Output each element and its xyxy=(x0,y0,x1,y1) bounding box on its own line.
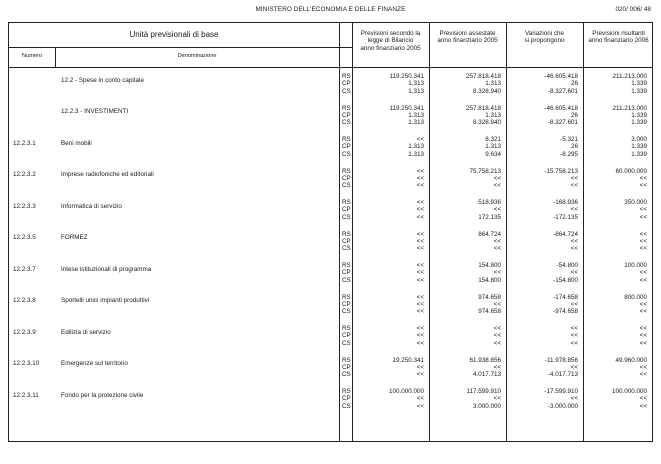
cell-variazioni: 26 xyxy=(570,111,578,119)
cell-prev-bilancio: << xyxy=(416,395,424,403)
cell-variazioni: -4.017.713 xyxy=(547,371,578,379)
cell-prev-bilancio: << xyxy=(416,199,424,206)
cell-variazioni: << xyxy=(570,182,578,190)
row-numero: 12.2.3.10 xyxy=(13,360,40,368)
header-prev-risultanti-line-1: Previsioni risultanti xyxy=(592,30,645,37)
cell-prev-risultanti: 49.960.000 xyxy=(615,356,647,364)
row-numero: 12.2.3.1 xyxy=(13,139,36,147)
cell-prev-risultanti: 211.213.000 xyxy=(612,73,647,80)
cell-prev-assestate: << xyxy=(493,300,501,308)
cell-prev-bilancio: << xyxy=(416,276,424,284)
row-code: CS xyxy=(342,87,351,95)
row-code: CP xyxy=(342,300,351,308)
header-prev-bilancio-line-2: legge di Bilancio xyxy=(367,37,414,45)
cell-prev-bilancio: << xyxy=(416,293,424,301)
cell-prev-bilancio: << xyxy=(416,206,424,214)
cell-prev-assestate: 172.135 xyxy=(478,213,501,221)
cell-prev-risultanti: << xyxy=(639,276,647,284)
page-reference: 020/ 006/ 48 xyxy=(615,6,651,13)
cell-prev-bilancio: 1.313 xyxy=(408,150,424,158)
cell-variazioni: << xyxy=(570,339,578,347)
cell-prev-risultanti: << xyxy=(639,308,647,316)
cell-variazioni: << xyxy=(570,237,578,245)
row-numero: 12.2.3.5 xyxy=(13,234,36,242)
rule-col-3 xyxy=(583,23,584,441)
row-code: CS xyxy=(342,245,351,253)
row-code: CP xyxy=(342,80,351,88)
cell-prev-assestate: 8.321 xyxy=(485,136,501,143)
cell-prev-bilancio: 1.313 xyxy=(408,143,424,151)
row-denominazione: Beni mobili xyxy=(61,139,92,147)
row-denominazione: Sportelli unici impianti produttivi xyxy=(61,297,150,305)
row-code: RS xyxy=(342,293,351,301)
rule-header-bottom xyxy=(9,67,652,68)
cell-prev-risultanti: << xyxy=(639,206,647,214)
cell-prev-bilancio: << xyxy=(416,402,424,410)
cell-prev-risultanti: << xyxy=(639,245,647,253)
cell-variazioni: -168.936 xyxy=(553,199,578,206)
cell-prev-assestate: 257.818.418 xyxy=(465,73,501,80)
cell-prev-risultanti: << xyxy=(639,300,647,308)
row-code: CS xyxy=(342,402,351,410)
cell-prev-risultanti: << xyxy=(639,174,647,182)
cell-variazioni: -8.295 xyxy=(560,150,578,158)
cell-prev-bilancio: << xyxy=(416,174,424,182)
cell-prev-assestate: 974.658 xyxy=(478,293,501,301)
cell-prev-bilancio: 119.250.341 xyxy=(389,73,424,80)
cell-prev-assestate: << xyxy=(493,363,501,371)
row-code: CS xyxy=(342,119,351,127)
cell-prev-bilancio: << xyxy=(416,363,424,371)
cell-variazioni: 26 xyxy=(570,80,578,88)
header-prev-bilancio xyxy=(352,30,429,52)
cell-prev-assestate: 4.017.713 xyxy=(472,371,501,379)
cell-prev-bilancio: << xyxy=(416,245,424,253)
cell-prev-assestate: 8.328.940 xyxy=(472,119,501,127)
header-prev-bilancio-line-1: Previsioni secondo la xyxy=(360,30,421,37)
header-variazioni xyxy=(506,30,583,45)
cell-prev-assestate: 518.936 xyxy=(478,199,501,206)
cell-prev-assestate: 61.938.856 xyxy=(469,356,501,364)
row-code: RS xyxy=(342,104,351,112)
cell-prev-assestate: << xyxy=(493,339,501,347)
cell-prev-bilancio: << xyxy=(416,332,424,340)
row-code: CS xyxy=(342,371,351,379)
row-denominazione: Intese istituzionali di programma xyxy=(61,265,152,273)
cell-prev-bilancio: << xyxy=(416,167,424,175)
row-code: RS xyxy=(342,325,351,332)
cell-prev-bilancio: << xyxy=(416,262,424,269)
cell-prev-bilancio: << xyxy=(416,237,424,245)
cell-prev-bilancio: 1.313 xyxy=(408,119,424,127)
rule-col-2 xyxy=(506,23,507,441)
cell-prev-bilancio: 1.313 xyxy=(408,111,424,119)
row-code: CS xyxy=(342,182,351,190)
cell-prev-bilancio: << xyxy=(416,325,424,332)
cell-prev-risultanti: << xyxy=(639,237,647,245)
header-variazioni-line-2: si propongono xyxy=(524,37,565,45)
row-denominazione: Informatica di servizio xyxy=(61,202,122,210)
cell-variazioni: -172.135 xyxy=(553,213,578,221)
budget-table xyxy=(8,22,653,442)
header-prev-assestate xyxy=(429,30,506,45)
cell-prev-risultanti: << xyxy=(639,339,647,347)
cell-variazioni: -864.724 xyxy=(553,230,578,238)
row-numero: 12.2.3.7 xyxy=(13,265,36,273)
row-code: RS xyxy=(342,230,351,238)
row-code: CP xyxy=(342,174,351,182)
header-prev-bilancio-line-3: anno finanziario 2005 xyxy=(360,44,421,52)
cell-variazioni: -154.800 xyxy=(553,276,578,284)
cell-variazioni: << xyxy=(570,325,578,332)
cell-prev-risultanti: 1.339 xyxy=(631,80,647,88)
cell-variazioni: -5.321 xyxy=(560,136,578,143)
row-code: CS xyxy=(342,308,351,316)
cell-prev-risultanti: 211.213.000 xyxy=(612,104,647,112)
header-prev-assestate-line-1: Previsioni assestate xyxy=(439,30,496,37)
cell-prev-assestate: << xyxy=(493,206,501,214)
cell-prev-assestate: 154.800 xyxy=(478,276,501,284)
row-code: CP xyxy=(342,395,351,403)
row-code: CS xyxy=(342,276,351,284)
cell-variazioni: -174.658 xyxy=(553,293,578,301)
cell-prev-bilancio: 1.313 xyxy=(408,87,424,95)
cell-prev-risultanti: << xyxy=(639,213,647,221)
header-prev-risultanti-line-2: anno finanziario 2006 xyxy=(588,37,649,45)
row-denominazione: Fondo per la protezione civile xyxy=(61,391,144,399)
cell-prev-assestate: 864.724 xyxy=(478,230,501,238)
cell-prev-assestate: 974.658 xyxy=(478,308,501,316)
row-code: CS xyxy=(342,150,351,158)
header-numero: Numero xyxy=(22,53,42,59)
row-denominazione: 12.2.3 - INVESTIMENTI xyxy=(61,108,129,116)
cell-prev-assestate: 1.313 xyxy=(485,80,501,88)
row-code: RS xyxy=(342,356,351,364)
row-denominazione: 12.2 - Spese in conto capitale xyxy=(61,76,144,84)
cell-prev-risultanti: 1.339 xyxy=(631,119,647,127)
row-numero: 12.2.3.11 xyxy=(13,391,39,399)
cell-variazioni: << xyxy=(570,332,578,340)
row-code: RS xyxy=(342,73,351,80)
cell-variazioni: -974.658 xyxy=(553,308,578,316)
rule-header-mid xyxy=(9,47,352,48)
cell-prev-assestate: 1.313 xyxy=(485,111,501,119)
cell-variazioni: << xyxy=(570,395,578,403)
row-numero: 12.2.3.3 xyxy=(13,202,36,210)
cell-variazioni: -11.978.856 xyxy=(544,356,578,364)
cell-prev-risultanti: 1.339 xyxy=(631,111,647,119)
rule-col-1 xyxy=(429,23,430,441)
cell-prev-assestate: 8.328.940 xyxy=(472,87,501,95)
row-code: CP xyxy=(342,111,351,119)
row-code: CS xyxy=(342,213,351,221)
cell-prev-risultanti: 1.339 xyxy=(631,143,647,151)
cell-prev-bilancio: 100.000.000 xyxy=(388,388,424,395)
rule-codes-left xyxy=(339,23,340,441)
cell-prev-assestate: << xyxy=(493,182,501,190)
cell-prev-risultanti: 1.339 xyxy=(631,87,647,95)
cell-prev-risultanti: << xyxy=(639,395,647,403)
cell-variazioni: 26 xyxy=(570,143,578,151)
row-denominazione: Emergenze sul territorio xyxy=(61,360,128,368)
cell-prev-bilancio: 119.250.341 xyxy=(389,104,424,112)
cell-prev-risultanti: 100.000 xyxy=(624,262,647,269)
cell-prev-bilancio: << xyxy=(416,136,424,143)
row-numero: 12.2.3.8 xyxy=(13,297,36,305)
cell-prev-assestate: << xyxy=(493,332,501,340)
row-code: RS xyxy=(342,262,351,269)
cell-prev-assestate: << xyxy=(493,269,501,277)
row-code: CP xyxy=(342,206,351,214)
cell-prev-risultanti: 3.000 xyxy=(631,136,647,143)
cell-variazioni: -54.800 xyxy=(556,262,578,269)
cell-prev-bilancio: << xyxy=(416,371,424,379)
row-code: RS xyxy=(342,136,351,143)
cell-prev-bilancio: 1.313 xyxy=(408,80,424,88)
cell-prev-risultanti: << xyxy=(639,402,647,410)
row-code: CP xyxy=(342,332,351,340)
cell-variazioni: << xyxy=(570,300,578,308)
cell-prev-risultanti: 350.000 xyxy=(624,199,647,206)
row-code: RS xyxy=(342,388,351,395)
cell-prev-assestate: 75.758.213 xyxy=(469,167,501,175)
cell-variazioni: << xyxy=(570,174,578,182)
cell-variazioni: -3.000.000 xyxy=(547,402,578,410)
cell-prev-assestate: << xyxy=(493,174,501,182)
row-code: RS xyxy=(342,199,351,206)
header-prev-risultanti xyxy=(583,30,654,45)
cell-prev-bilancio: << xyxy=(416,308,424,316)
cell-prev-assestate: << xyxy=(493,395,501,403)
cell-prev-assestate: 154.800 xyxy=(478,262,501,269)
header-variazioni-line-1: Variazioni che xyxy=(524,30,565,37)
cell-prev-assestate: 3.000.000 xyxy=(472,402,501,410)
row-code: RS xyxy=(342,167,351,175)
row-denominazione: Edilizia di servizio xyxy=(61,328,111,336)
cell-prev-assestate: << xyxy=(493,245,501,253)
cell-prev-risultanti: << xyxy=(639,371,647,379)
cell-prev-bilancio: << xyxy=(416,230,424,238)
cell-variazioni: -46.605.418 xyxy=(544,73,578,80)
header-denominazione: Denominazione xyxy=(177,53,217,59)
cell-prev-bilancio: << xyxy=(416,182,424,190)
header-unita: Unità previsionali di base xyxy=(129,30,219,39)
cell-prev-assestate: 9.634 xyxy=(485,150,501,158)
cell-prev-risultanti: 60.000.000 xyxy=(615,167,647,175)
cell-prev-risultanti: << xyxy=(639,182,647,190)
row-code: CP xyxy=(342,269,351,277)
header-prev-assestate-line-2: anno finanziario 2005 xyxy=(437,37,498,45)
cell-variazioni: -8.327.601 xyxy=(547,87,578,95)
row-code: CP xyxy=(342,143,351,151)
cell-prev-bilancio: << xyxy=(416,339,424,347)
cell-prev-bilancio: << xyxy=(416,269,424,277)
cell-variazioni: << xyxy=(570,206,578,214)
cell-prev-risultanti: 100.000.000 xyxy=(611,388,647,395)
row-denominazione: Imprese radiofoniche ed editoriali xyxy=(61,171,154,179)
cell-variazioni: << xyxy=(570,245,578,253)
cell-prev-risultanti: << xyxy=(639,363,647,371)
rule-codes-right xyxy=(352,23,353,441)
cell-variazioni: -17.599.910 xyxy=(544,388,578,395)
cell-prev-risultanti: 800.000 xyxy=(624,293,647,301)
row-code: CP xyxy=(342,237,351,245)
cell-prev-assestate: << xyxy=(493,237,501,245)
cell-variazioni: -46.605.418 xyxy=(544,104,578,112)
cell-prev-bilancio: << xyxy=(416,300,424,308)
cell-prev-risultanti: << xyxy=(639,325,647,332)
cell-variazioni: -8.327.601 xyxy=(547,119,578,127)
cell-prev-assestate: 117.599.910 xyxy=(466,388,501,395)
cell-prev-risultanti: << xyxy=(639,332,647,340)
row-code: CP xyxy=(342,363,351,371)
cell-prev-assestate: 1.313 xyxy=(485,143,501,151)
cell-prev-bilancio: 19.250.341 xyxy=(392,356,424,364)
cell-prev-assestate: << xyxy=(493,325,501,332)
cell-variazioni: -15.758.213 xyxy=(544,167,578,175)
row-denominazione: FORMEZ xyxy=(61,234,88,242)
cell-prev-assestate: 257.818.418 xyxy=(465,104,501,112)
cell-prev-bilancio: << xyxy=(416,213,424,221)
cell-prev-risultanti: << xyxy=(639,230,647,238)
cell-prev-risultanti: 1.339 xyxy=(631,150,647,158)
ministry-title: MINISTERO DELL'ECONOMIA E DELLE FINANZE xyxy=(255,6,406,13)
cell-variazioni: << xyxy=(570,363,578,371)
row-code: CS xyxy=(342,339,351,347)
row-numero: 12.2.3.2 xyxy=(13,171,36,179)
cell-prev-risultanti: << xyxy=(639,269,647,277)
row-numero: 12.2.3.9 xyxy=(13,328,36,336)
cell-variazioni: << xyxy=(570,269,578,277)
